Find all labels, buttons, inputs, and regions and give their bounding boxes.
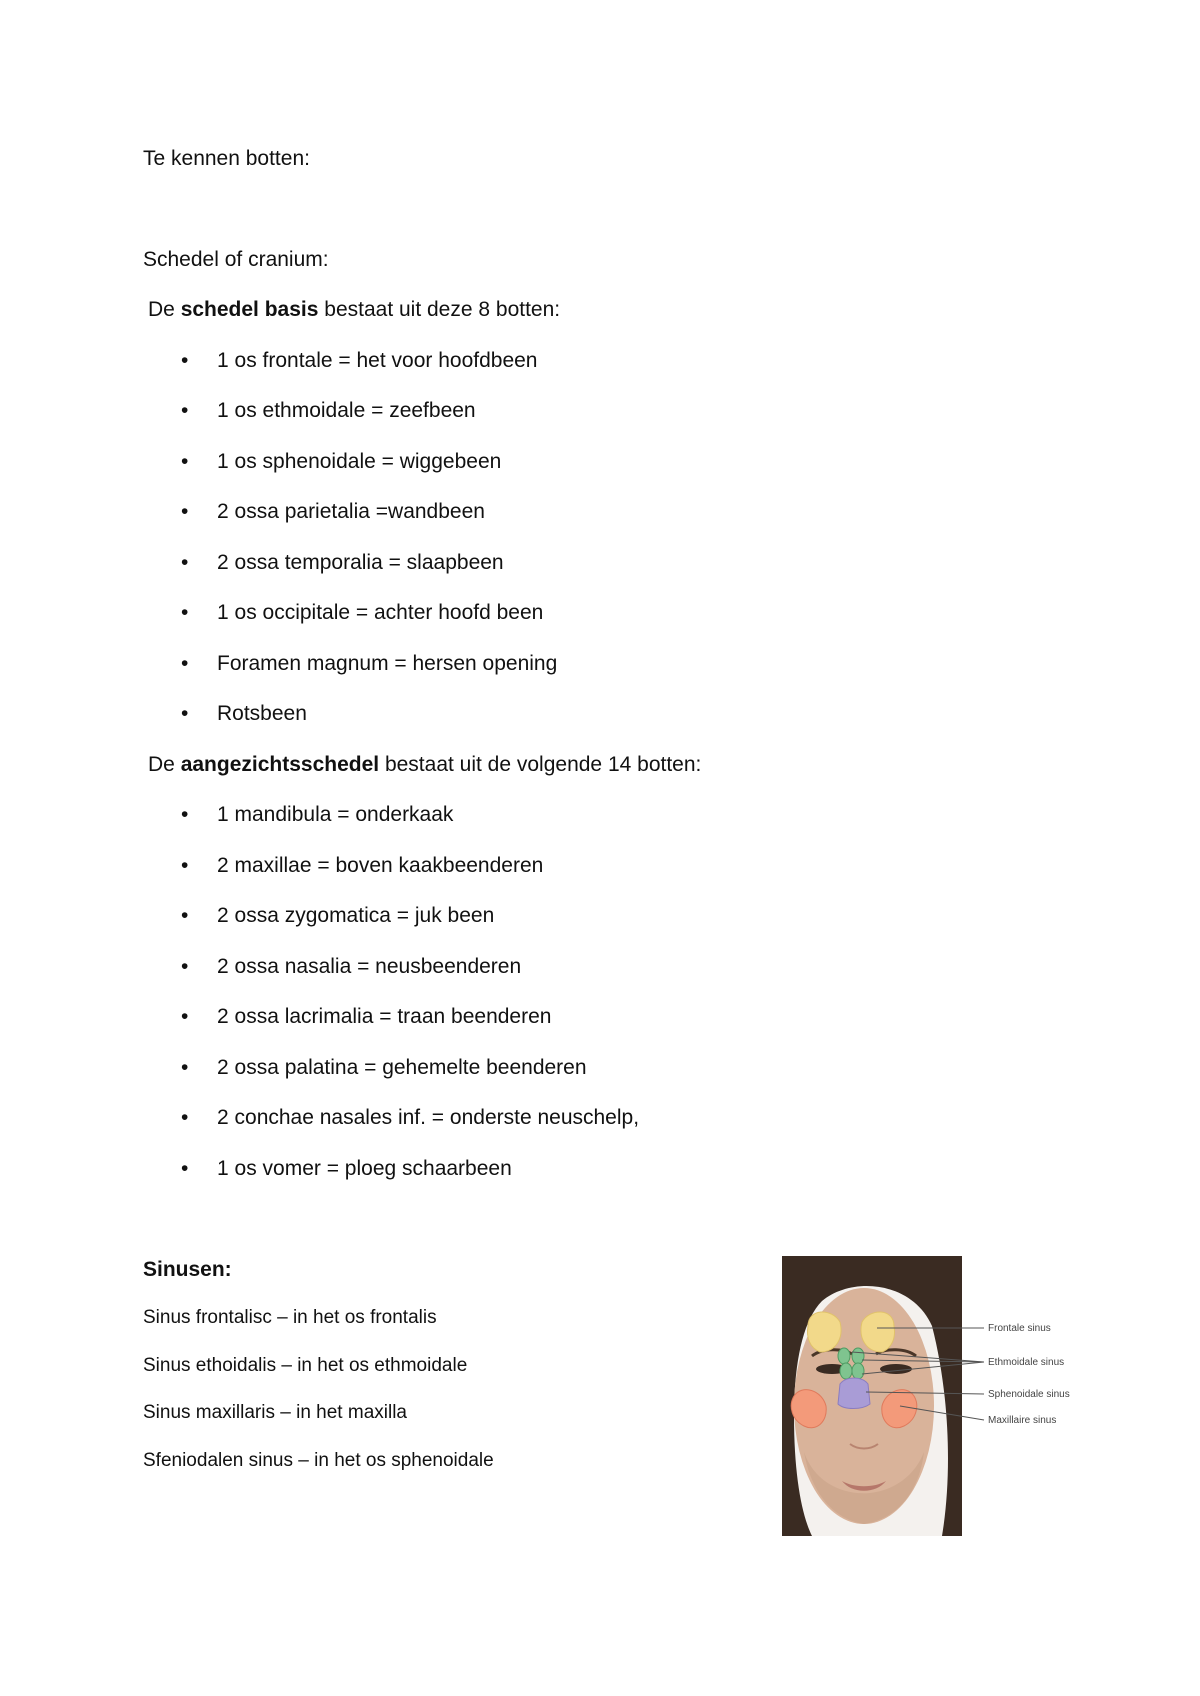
bullet-icon: • — [181, 399, 189, 422]
figure-label: Maxillaire sinus — [988, 1415, 1057, 1426]
sinus-item: Sinus maxillaris – in het maxilla — [143, 1402, 407, 1423]
intro-suffix: bestaat uit de volgende 14 botten: — [379, 753, 702, 776]
bullet-icon: • — [181, 1005, 189, 1028]
list-item-text: 2 conchae nasales inf. = onderste neuschelp, — [217, 1106, 640, 1129]
intro-bold: aangezichtsschedel — [180, 753, 380, 776]
list-item-text: 1 os frontale = het voor hoofdbeen — [217, 349, 538, 372]
figure-label: Sphenoidale sinus — [988, 1389, 1070, 1400]
list-item-text: 2 ossa nasalia = neusbeenderen — [217, 955, 522, 978]
sinuses-heading: Sinusen: — [143, 1258, 232, 1281]
list-item-text: 1 mandibula = onderkaak — [217, 803, 454, 826]
bullet-icon: • — [181, 955, 189, 978]
intro-prefix: De — [148, 753, 181, 776]
skull-base-intro — [148, 297, 560, 323]
skull-heading: Schedel of cranium: — [143, 248, 329, 271]
bullet-icon: • — [181, 854, 189, 877]
bullet-icon: • — [181, 450, 189, 473]
sinus-item: Sfeniodalen sinus – in het os sphenoidale — [143, 1450, 494, 1471]
page-title: Te kennen botten: — [143, 147, 310, 170]
list-item-text: 2 ossa zygomatica = juk been — [217, 904, 495, 927]
figure-label: Frontale sinus — [988, 1323, 1051, 1334]
sinus-item: Sinus ethoidalis – in het os ethmoidale — [143, 1355, 468, 1376]
list-item-text: 1 os ethmoidale = zeefbeen — [217, 399, 476, 422]
intro-prefix: De — [148, 298, 181, 321]
intro-bold: schedel basis — [180, 298, 319, 321]
intro-suffix: bestaat uit deze 8 botten: — [318, 298, 561, 321]
sphenoid-sinus — [838, 1378, 870, 1409]
list-item-text: 1 os vomer = ploeg schaarbeen — [217, 1157, 512, 1180]
bullet-icon: • — [181, 1056, 189, 1079]
bullet-icon: • — [181, 1157, 189, 1180]
bullet-icon: • — [181, 1106, 189, 1129]
list-item-text: 1 os sphenoidale = wiggebeen — [217, 450, 502, 473]
bullet-icon: • — [181, 601, 189, 624]
list-item-text: 1 os occipitale = achter hoofd been — [217, 601, 544, 624]
list-item-text: 2 ossa palatina = gehemelte beenderen — [217, 1056, 587, 1079]
list-item-text: 2 ossa lacrimalia = traan beenderen — [217, 1005, 552, 1028]
list-item-text: Rotsbeen — [217, 702, 307, 725]
list-item-text: Foramen magnum = hersen opening — [217, 652, 558, 675]
bullet-icon: • — [181, 652, 189, 675]
list-item-text: 2 ossa temporalia = slaapbeen — [217, 551, 504, 574]
sinus-item: Sinus frontalisc – in het os frontalis — [143, 1307, 437, 1328]
face-skull-intro — [148, 752, 701, 778]
bullet-icon: • — [181, 803, 189, 826]
bullet-icon: • — [181, 551, 189, 574]
list-item-text: 2 ossa parietalia =wandbeen — [217, 500, 485, 523]
bullet-icon: • — [181, 349, 189, 372]
bullet-icon: • — [181, 702, 189, 725]
figure-label: Ethmoidale sinus — [988, 1357, 1065, 1368]
bullet-icon: • — [181, 904, 189, 927]
list-item-text: 2 maxillae = boven kaakbeenderen — [217, 854, 544, 877]
right-eye — [880, 1364, 912, 1374]
bullet-icon: • — [181, 500, 189, 523]
sinus-illustration — [782, 1256, 1082, 1536]
